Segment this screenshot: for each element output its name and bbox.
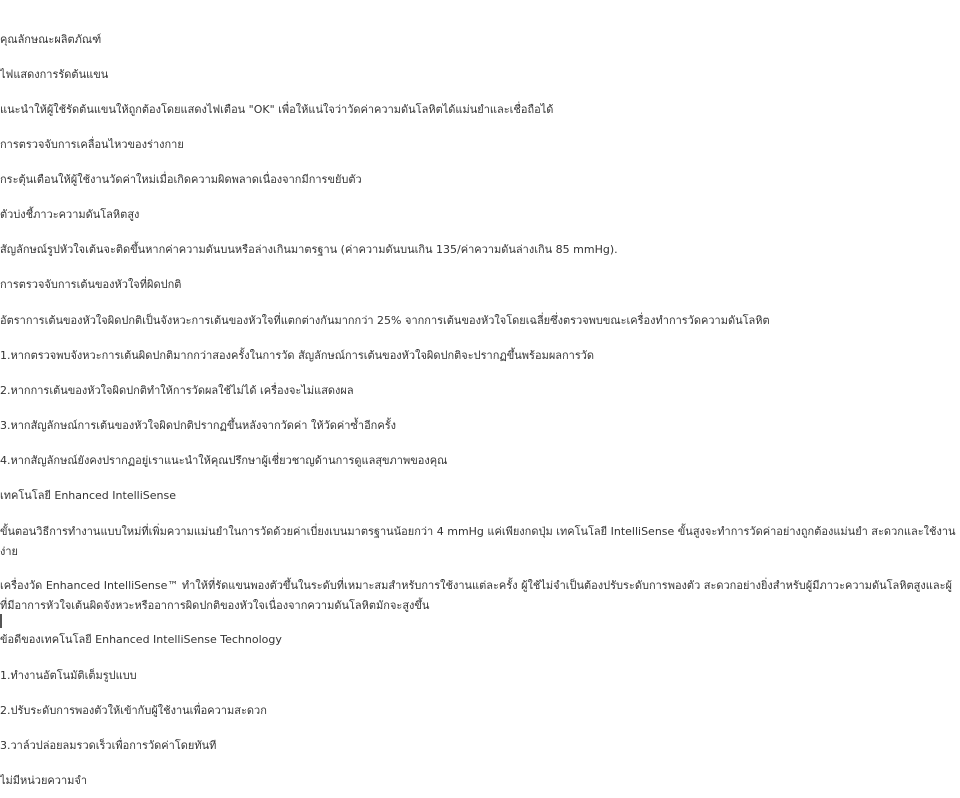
list-item: 4.หากสัญลักษณ์ยังคงปรากฏอยู่เราแนะนำให้คุณปรึกษาผู้เชี่ยวชาญด้านการดูแลสุขภาพของคุณ <box>0 454 448 467</box>
list-item: 3.วาล์วปล่อยลมรวดเร็วเพื่อการวัดค่าโดยทันที <box>0 739 217 752</box>
heading-enhanced-intellisense: เทคโนโลยี Enhanced IntelliSense <box>0 489 176 502</box>
paragraph-no-memory: ไม่มีหน่วยความจำ <box>0 774 88 787</box>
text-cursor-marker <box>0 614 2 628</box>
paragraph-cuff-indicator: แนะนำให้ผู้ใช้รัดต้นแขนให้ถูกต้องโดยแสดงไฟเตือน "OK" เพื่อให้แน่ใจว่าวัดค่าความดันโลหิตได้แม่นยำและเชื่อถือได้ <box>0 103 554 116</box>
paragraph-irregular-heartbeat: อัตราการเต้นของหัวใจผิดปกติเป็นจังหวะการเต้นของหัวใจที่แตกต่างกันมากกว่า 25% จากการเต้นของหัวใจโดยเฉลี่ยซึ่งตรวจพบขณะเครื่องทำการวัดความดันโลหิต <box>0 314 770 327</box>
heading-intellisense-advantages: ข้อดีของเทคโนโลยี Enhanced IntelliSense Technology <box>0 633 282 646</box>
paragraph-body-movement: กระตุ้นเตือนให้ผู้ใช้งานวัดค่าใหม่เมื่อเกิดความผิดพลาดเนื่องจากมีการขยับตัว <box>0 173 362 186</box>
list-item: 2.หากการเต้นของหัวใจผิดปกติทำให้การวัดผลใช้ไม่ได้ เครื่องจะไม่แสดงผล <box>0 384 354 397</box>
paragraph-hypertension-indicator: สัญลักษณ์รูปหัวใจเต้นจะติดขึ้นหากค่าความดันบนหรือล่างเกินมาตรฐาน (ค่าความดันบนเกิน 135/ค่าความดันล่างเกิน 85 mmHg). <box>0 243 618 256</box>
list-item: 3.หากสัญลักษณ์การเต้นของหัวใจผิดปกติปรากฏขึ้นหลังจากวัดค่า ให้วัดค่าซ้ำอีกครั้ง <box>0 419 396 432</box>
heading-hypertension-indicator: ตัวบ่งชี้ภาวะความดันโลหิตสูง <box>0 208 140 221</box>
paragraph-intellisense-algorithm: ขั้นตอนวิธีการทำงานแบบใหม่ที่เพิ่มความแม่นยำในการวัดด้วยค่าเบี่ยงเบนมาตรฐานน้อยกว่า 4 mmHg แค่เพียงกดปุ่ม เทคโนโลยี IntelliSense ขั้นสูงจะทำการวัดค่าอย่างถูกต้องแม่นยำ สะดวกและใช้งานง่าย <box>0 525 956 558</box>
list-item: 1.ทำงานอัตโนมัติเต็มรูปแบบ <box>0 669 137 682</box>
heading-cuff-indicator: ไฟแสดงการรัดต้นแขน <box>0 68 109 81</box>
heading-irregular-heartbeat: การตรวจจับการเต้นของหัวใจที่ผิดปกติ <box>0 278 182 291</box>
list-item: 1.หากตรวจพบจังหวะการเต้นผิดปกติมากกว่าสองครั้งในการวัด สัญลักษณ์การเต้นของหัวใจผิดปกติจะปรากฏขึ้นพร้อมผลการวัด <box>0 349 595 362</box>
heading-body-movement: การตรวจจับการเคลื่อนไหวของร่างกาย <box>0 138 184 151</box>
paragraph-intellisense-cuff: เครื่องวัด Enhanced IntelliSense™ ทำให้ที่รัดแขนพองตัวขึ้นในระดับที่เหมาะสมสำหรับการใช้งานแต่ละครั้ง ผู้ใช้ไม่จำเป็นต้องปรับระดับการพองตัว สะดวกอย่างยิ่งสำหรับผู้มีภาวะความดันโลหิตสูงและผู้ที่มีอาการหัวใจเต้นผิดจังหวะหรืออาการผิดปกติของหัวใจเนื่องจากความดันโลหิตมักจะสูงขึ้น <box>0 579 952 612</box>
list-item: 2.ปรับระดับการพองตัวให้เข้ากับผู้ใช้งานเพื่อความสะดวก <box>0 704 267 717</box>
heading-product-features: คุณลักษณะผลิตภัณฑ์ <box>0 33 102 46</box>
